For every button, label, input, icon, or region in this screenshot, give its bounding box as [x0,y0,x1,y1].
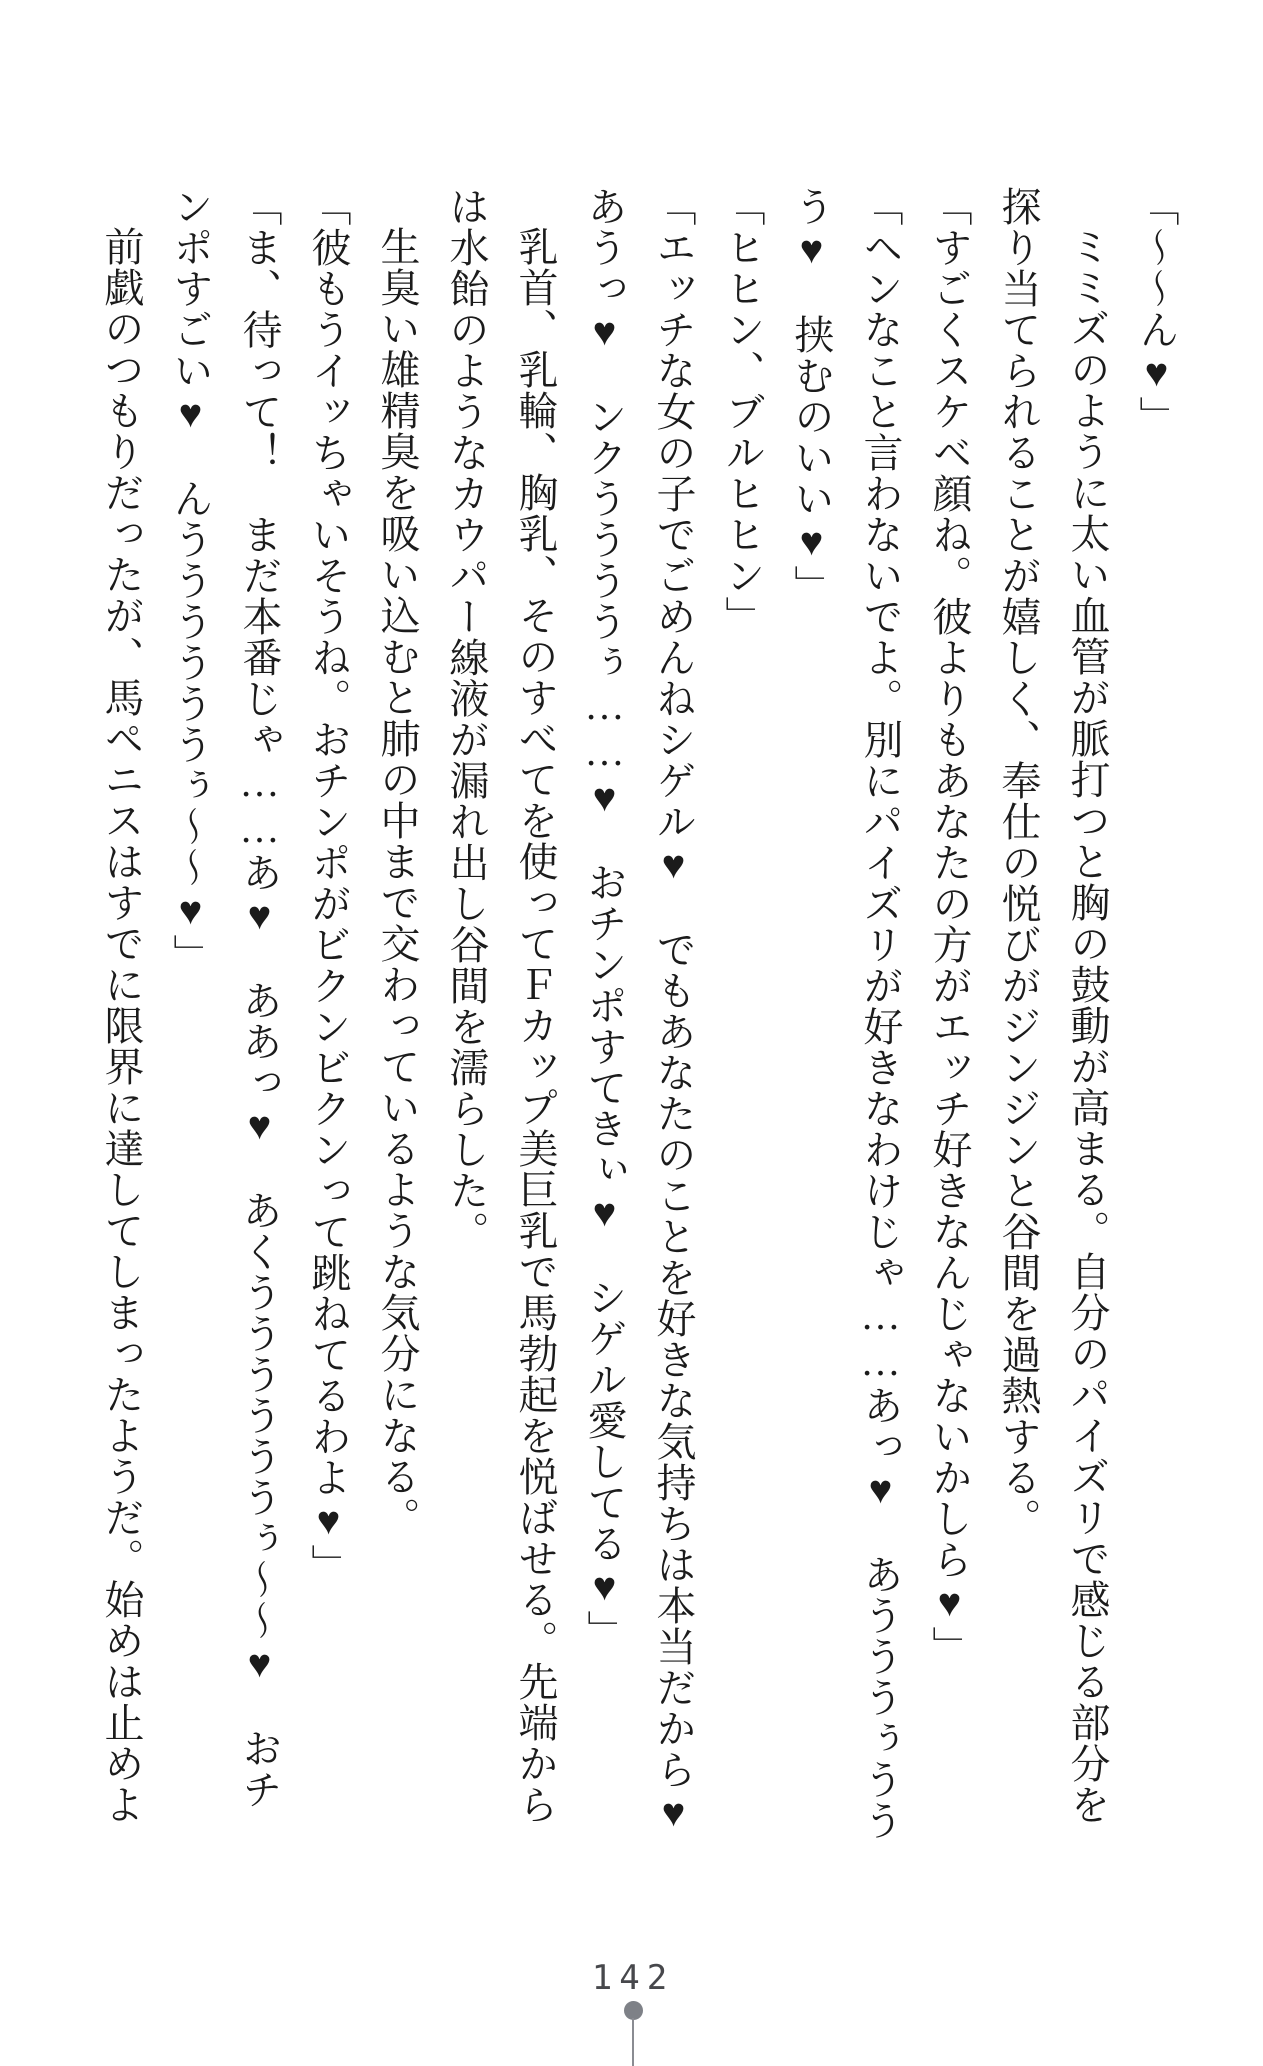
text-line-02: ミミズのように太い血管が脈打つと胸の鼓動が高まる。自分のパイズリで感じる部分を [1065,226,1110,1825]
text-line-09: あうっ♥ ンクううううぅ……♥ おチンポすてきぃ♥ シゲル愛してる♥」 [582,186,627,1651]
text-line-08: 「エッチな女の子でごめんねシゲル♥ でもあなたのことを好きな気持ちは本当だから♥ [651,186,696,1836]
text-line-13: 「彼もうイッちゃいそうね。おチンポがビクンビクンって跳ねてるわよ♥」 [306,186,351,1585]
text-line-07: 「ヒヒン、ブルヒヒン」 [720,186,765,637]
text-line-12: 生臭い雄精臭を吸い込むと肺の中まで交わっているような気分になる。 [375,226,420,1538]
text-line-06: う♥ 挟むのいい♥」 [789,186,834,606]
text-line-01: 「〜〜ん♥」 [1134,186,1179,437]
text-line-04: 「すごくスケベ顔ね。彼よりもあなたの方がエッチ好きなんじゃないかしら♥」 [927,186,972,1667]
page-number: 142 [591,1958,675,1998]
text-line-11: は水飴のようなカウパー線液が漏れ出し谷間を濡らした。 [444,186,489,1252]
page-footer [540,1958,726,1998]
text-line-16: 前戯のつもりだったが、馬ペニスはすでに限界に達してしまったようだ。始めは止めよ [99,226,144,1825]
text-line-05: 「ヘンなこと言わないでよ。別にパイズリが好きなわけじゃ……あっ♥ あうううぅうう [858,186,903,1841]
footer-line-ornament [632,2018,634,2066]
text-line-10: 乳首、乳輪、胸乳、そのすべてを使ってＦカップ美巨乳で馬勃起を悦ばせる。先端から [513,226,558,1825]
text-line-03: 探り当てられることが嬉しく、奉仕の悦びがジンジンと谷間を過熱する。 [996,186,1041,1539]
text-line-15: ンポすごい♥ んううううううぅ〜〜♥」 [168,186,213,975]
text-line-14: 「ま、待って！ まだ本番じゃ……あ♥ ああっ♥ あくううううううぅ〜〜♥ おチ [237,186,282,1810]
vertical-text-block [87,186,1191,1858]
